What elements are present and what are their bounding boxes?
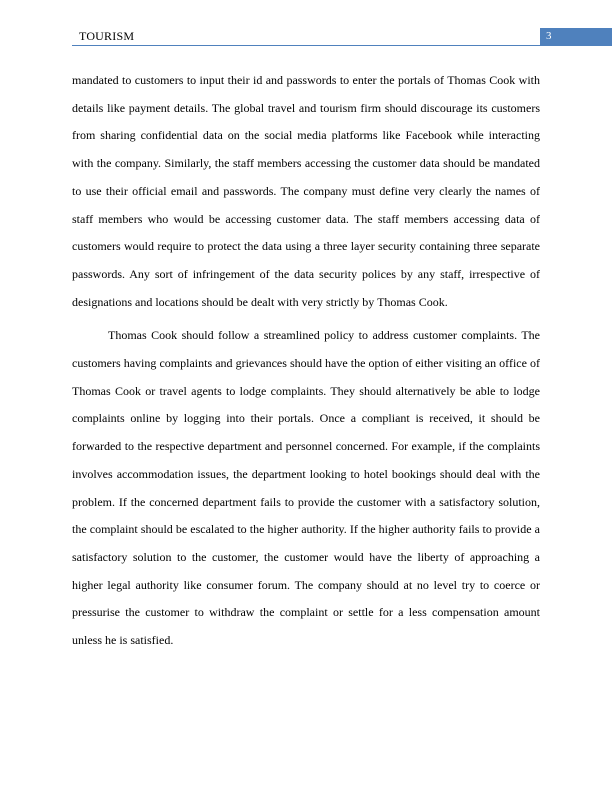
header-divider bbox=[72, 45, 612, 46]
running-head: TOURISM bbox=[79, 29, 135, 43]
page-number: 3 bbox=[540, 28, 612, 45]
document-body bbox=[72, 67, 540, 661]
paragraph-customer-complaints: Thomas Cook should follow a streamlined policy to address customer complaints. The customers having complaints and grievances should have the option of either visiting an office of Thomas Cook or travel agents to lodge complaints. They should alternatively be able to lodge complaints online by logging into their portals. Once a compliant is received, it should be forwarded to the respective department and personnel concerned. For example, if the complaints involves accommodation issues, the department looking to hotel bookings should deal with the problem. If the concerned department fails to provide the customer with a satisfactory solution, the complaint should be escalated to the higher authority. If the higher authority fails to provide a satisfactory solution to the customer, the customer would have the liberty of approaching a higher legal authority like consumer forum. The company should at no level try to coerce or pressurise the customer to withdraw the complaint or settle for a less compensation amount unless he is satisfied. bbox=[72, 328, 540, 648]
paragraph-data-security: mandated to customers to input their id and passwords to enter the portals of Thomas Cook with details like payment details. The global travel and tourism firm should discourage its customers from sharing confidential data on the social media platforms like Facebook while interacting with the company. Similarly, the staff members accessing the customer data should be mandated to use their official email and passwords. The company must define very clearly the names of staff members who would be accessing customer data. The staff members accessing data of customers would require to protect the data using a three layer security containing three separate passwords. Any sort of infringement of the data security polices by any staff, irrespective of designations and locations should be dealt with very strictly by Thomas Cook. bbox=[72, 73, 540, 309]
